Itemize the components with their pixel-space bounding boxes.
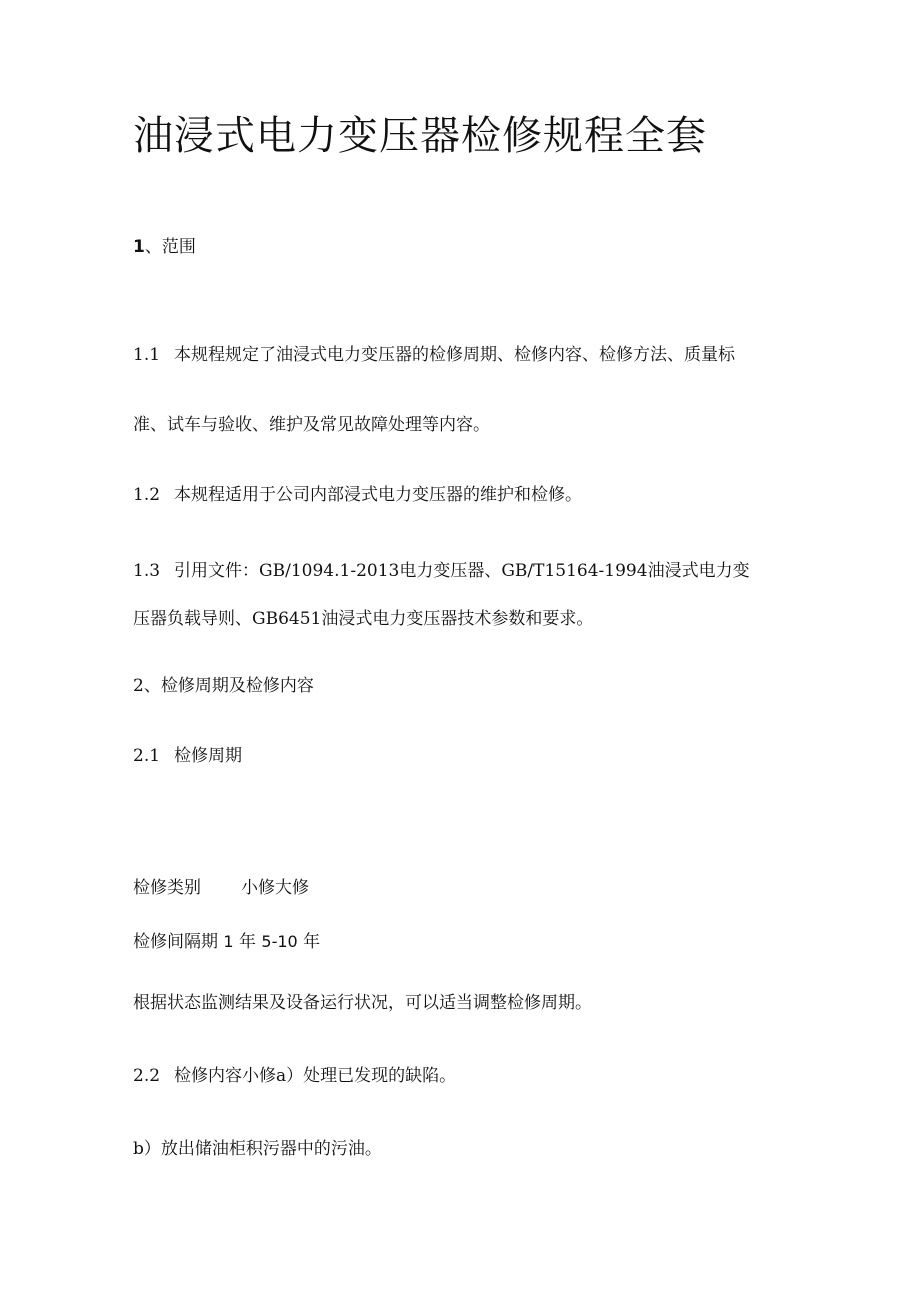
section-title: 、范围 [144,237,196,257]
table-cell: 检修间隔期 [133,932,218,952]
clause-text: 检修周期 [174,746,243,766]
clause-text: 检修内容小修a）处理已发现的缺陷。 [174,1066,457,1086]
section-number: 1 [133,237,145,257]
interval-unit: 年 [303,932,321,952]
paragraph-1-3-line-1 [133,560,750,584]
list-item-b: b）放出储油柜积污器中的污油。 [133,1139,382,1159]
document-title: 油浸式电力变压器检修规程全套 [133,113,707,159]
clause-text: 本规程适用于公司内部浸式电力变压器的维护和检修。 [174,485,583,505]
paragraph-2-2 [133,1065,456,1089]
clause-number: 1.3 [133,561,161,581]
table-cell: 检修类别 [133,878,201,898]
interval-value: 1 [223,932,234,951]
section-2-heading: 2、检修周期及检修内容 [133,676,314,696]
table-cell: 小修大修 [241,878,309,898]
section-1-heading [133,236,196,260]
paragraph-1-1-line-2: 准、试车与验收、维护及常见故障处理等内容。 [133,415,490,435]
clause-text: 引用文件：GB/1094.1-2013电力变压器、GB/T15164-1994油浸式电力变 [174,561,750,581]
paragraph-2-1 [133,745,242,769]
paragraph-1-1-line-1 [133,344,735,368]
table-row-2 [133,931,320,955]
clause-number: 2.1 [133,746,161,766]
paragraph-1-3-line-2: 压器负载导则、GB6451油浸式电力变压器技术参数和要求。 [133,609,594,629]
clause-number: 1.2 [133,485,161,505]
clause-number: 1.1 [133,345,161,365]
adjustment-note: 根据状态监测结果及设备运行状况，可以适当调整检修周期。 [133,993,592,1013]
table-row-1 [133,877,309,901]
clause-number: 2.2 [133,1066,161,1086]
interval-value: 5-10 [261,932,298,951]
interval-unit: 年 [239,932,256,952]
clause-text: 本规程规定了油浸式电力变压器的检修周期、检修内容、检修方法、质量标 [174,345,736,365]
paragraph-1-2 [133,484,582,508]
